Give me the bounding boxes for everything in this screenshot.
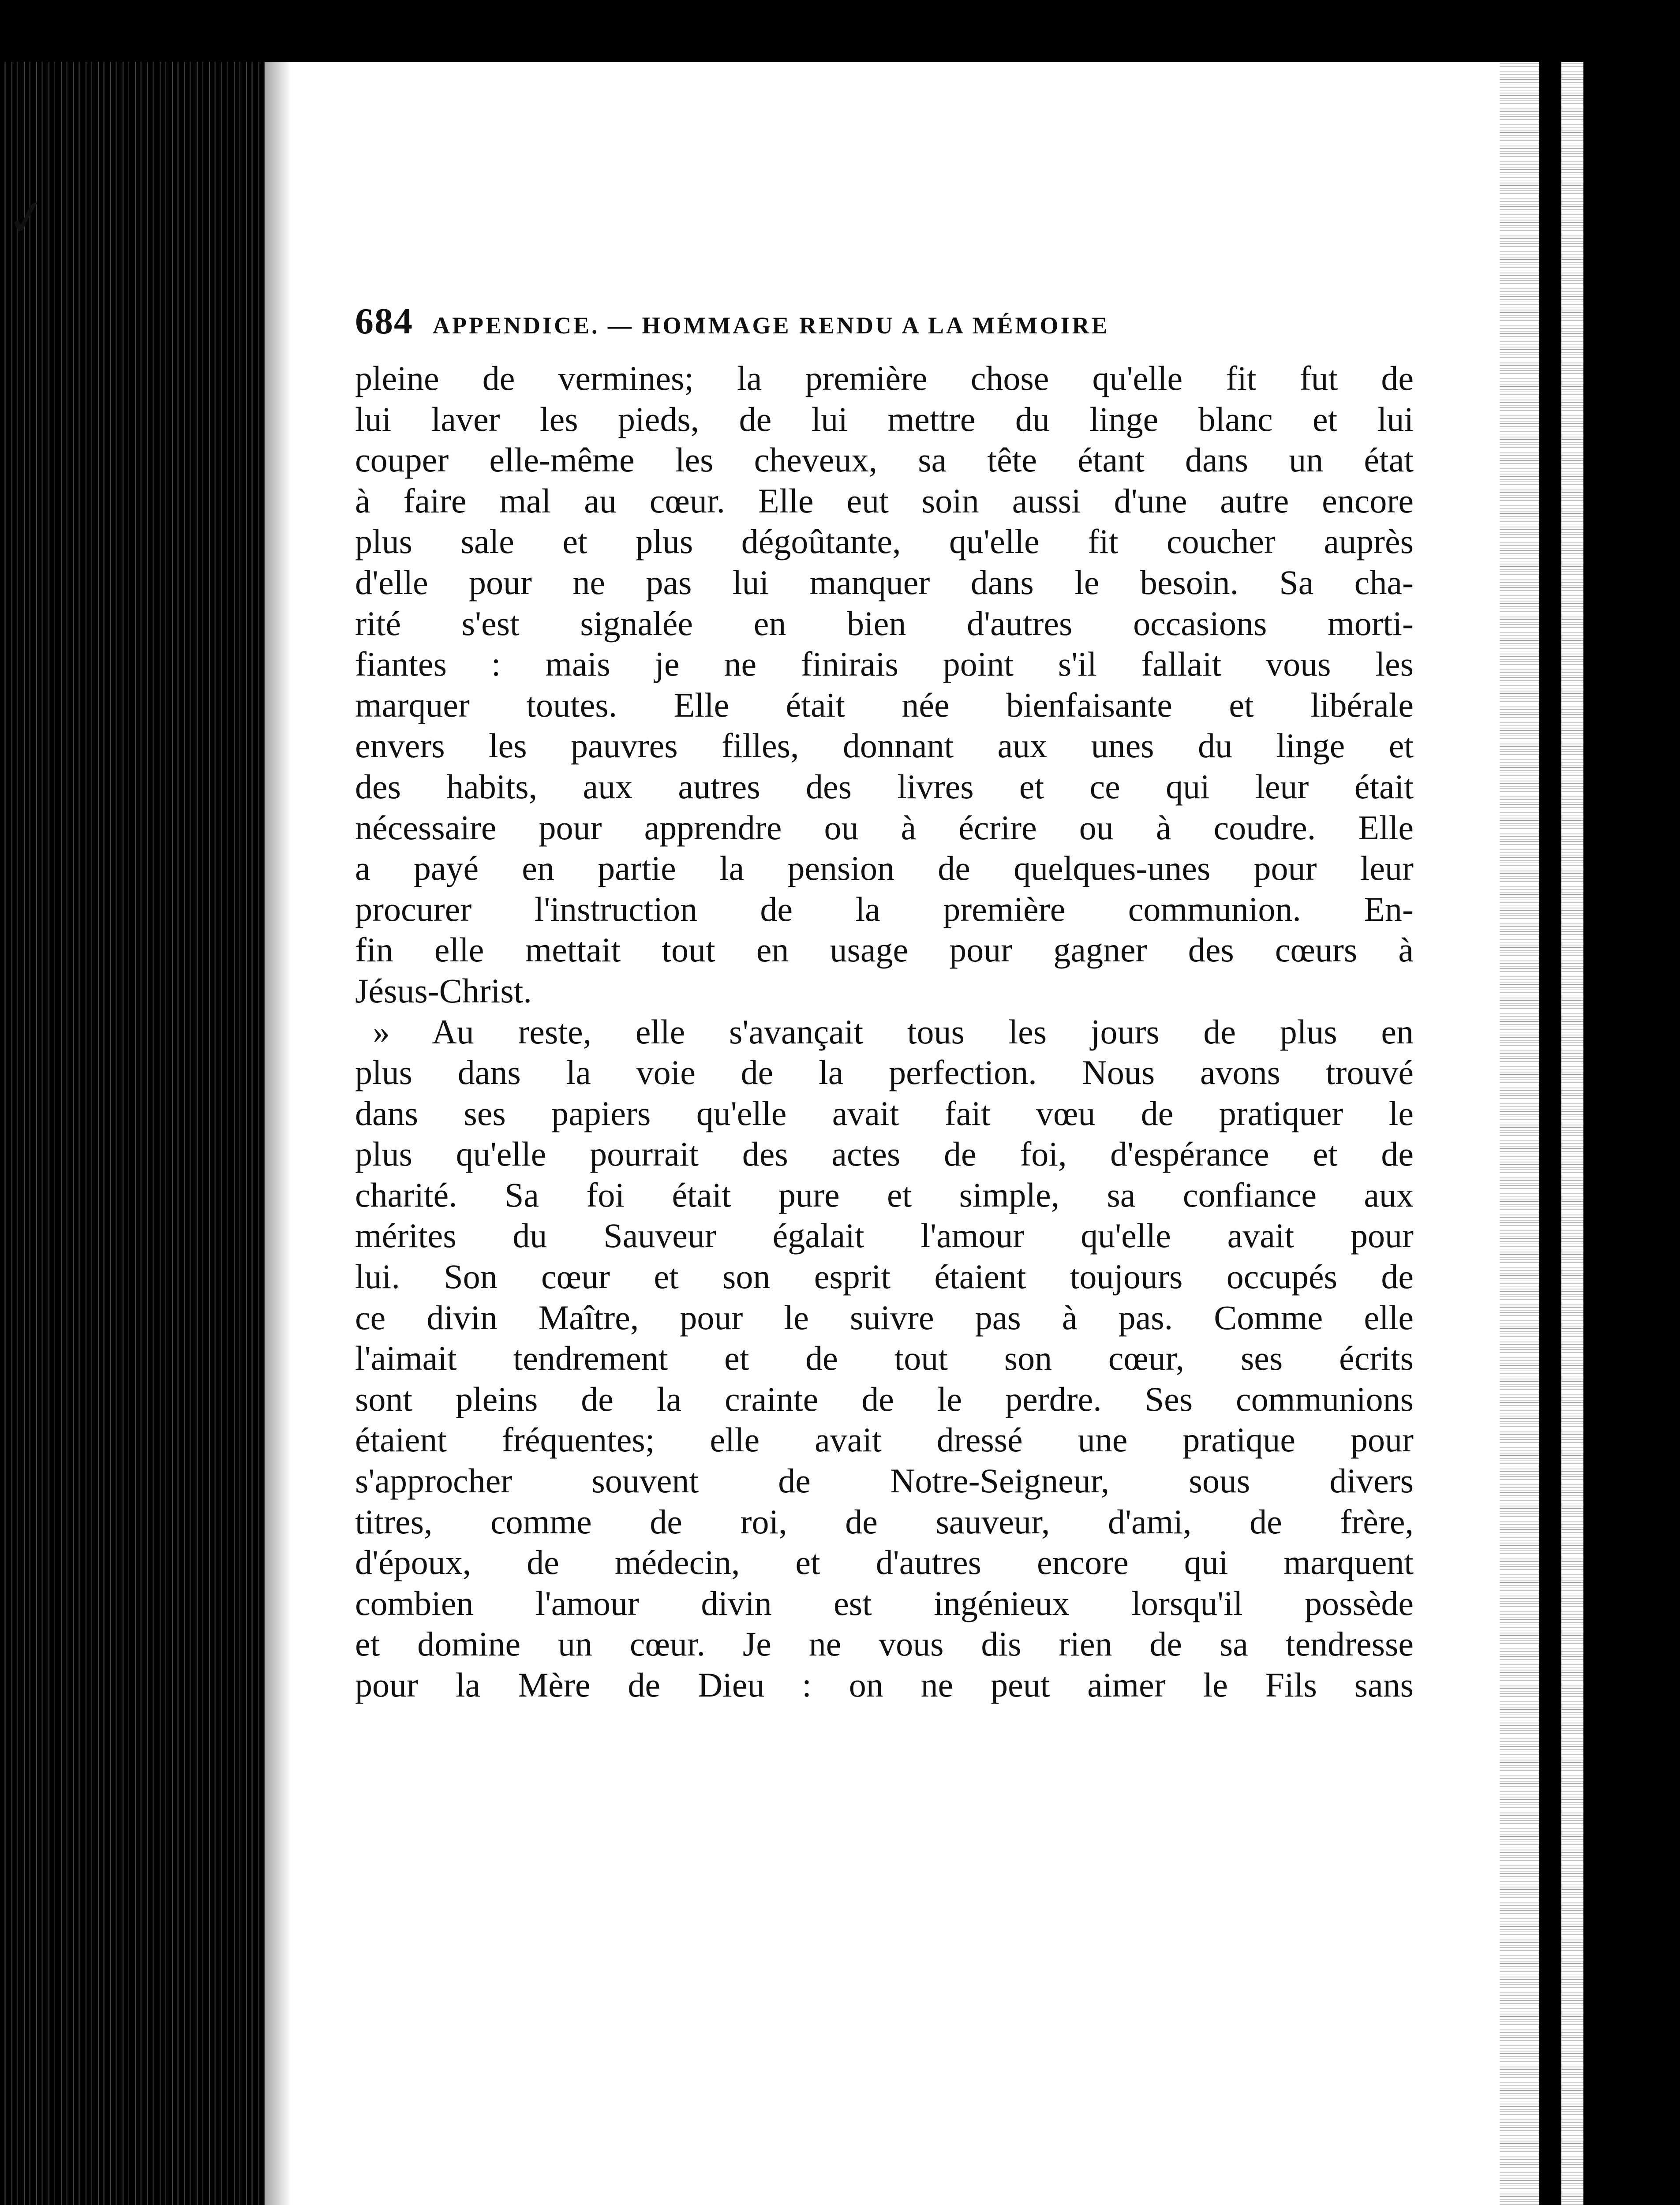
text-line: a payé en partie la pension de quelques-unes pour leur xyxy=(355,849,1414,888)
text-line: ce divin Maître, pour le suivre pas à pas. Comme elle xyxy=(355,1298,1414,1337)
text-line: plus sale et plus dégoûtante, qu'elle fit coucher auprès xyxy=(355,522,1414,561)
page-number: 684 xyxy=(355,301,413,342)
text-line: combien l'amour divin est ingénieux lorsqu'il possède xyxy=(355,1584,1414,1622)
text-line: et domine un cœur. Je ne vous dis rien de sa tendresse xyxy=(355,1625,1414,1663)
text-line: pleine de vermines; la première chose qu'elle fit fut de xyxy=(355,359,1414,397)
text-line: couper elle-même les cheveux, sa tête étant dans un état xyxy=(355,441,1414,479)
text-line: d'époux, de médecin, et d'autres encore qui marquent xyxy=(355,1543,1414,1582)
text-line: plus dans la voie de la perfection. Nous avons trouvé xyxy=(355,1053,1414,1092)
text-line: envers les pauvres filles, donnant aux unes du linge et xyxy=(355,726,1414,765)
body-text xyxy=(355,358,1414,1706)
page-gutter-shadow xyxy=(265,62,291,2205)
text-line: d'elle pour ne pas lui manquer dans le besoin. Sa cha- xyxy=(355,563,1414,602)
text-line: à faire mal au cœur. Elle eut soin aussi d'une autre encore xyxy=(355,481,1414,520)
text-line: dans ses papiers qu'elle avait fait vœu de pratiquer le xyxy=(355,1094,1414,1132)
text-line: rité s'est signalée en bien d'autres occasions morti- xyxy=(355,604,1414,643)
pencil-check-mark: ✓ xyxy=(3,189,51,248)
text-line: charité. Sa foi était pure et simple, sa confiance aux xyxy=(355,1175,1414,1214)
text-line: nécessaire pour apprendre ou à écrire ou à coudre. Elle xyxy=(355,808,1414,847)
text-line: fin elle mettait tout en usage pour gagner des cœurs à xyxy=(355,931,1414,969)
book-binding-edge xyxy=(0,62,265,2205)
running-title: APPENDICE. — HOMMAGE RENDU A LA MÉMOIRE xyxy=(433,312,1110,339)
text-line: sont pleins de la crainte de le perdre. Ses communions xyxy=(355,1379,1414,1418)
text-line: plus qu'elle pourrait des actes de foi, d'espérance et de xyxy=(355,1135,1414,1174)
text-line: des habits, aux autres des livres et ce qui leur était xyxy=(355,767,1414,806)
text-line: procurer l'instruction de la première communion. En- xyxy=(355,889,1414,928)
text-line: pour la Mère de Dieu : on ne peut aimer le Fils sans xyxy=(355,1666,1414,1704)
text-line: fiantes : mais je ne finirais point s'il fallait vous les xyxy=(355,645,1414,684)
text-line: l'aimait tendrement et de tout son cœur, ses écrits xyxy=(355,1339,1414,1378)
text-line: étaient fréquentes; elle avait dressé une pratique pour xyxy=(355,1420,1414,1459)
paragraph-start-line: » Au reste, elle s'avançait tous les jours de plus en xyxy=(373,1012,1414,1051)
text-line: s'approcher souvent de Notre-Seigneur, sous divers xyxy=(355,1461,1414,1500)
text-line: titres, comme de roi, de sauveur, d'ami, de frère, xyxy=(355,1502,1414,1541)
running-head xyxy=(355,300,1325,353)
text-line: lui laver les pieds, de lui mettre du linge blanc et lui xyxy=(355,400,1414,438)
text-line: mérites du Sauveur égalait l'amour qu'elle avait pour xyxy=(355,1216,1414,1255)
text-line: Jésus-Christ. xyxy=(355,971,532,1010)
text-line: lui. Son cœur et son esprit étaient toujours occupés de xyxy=(355,1257,1414,1296)
text-line: marquer toutes. Elle était née bienfaisante et libérale xyxy=(355,685,1414,724)
page-right-border xyxy=(1539,62,1561,2205)
